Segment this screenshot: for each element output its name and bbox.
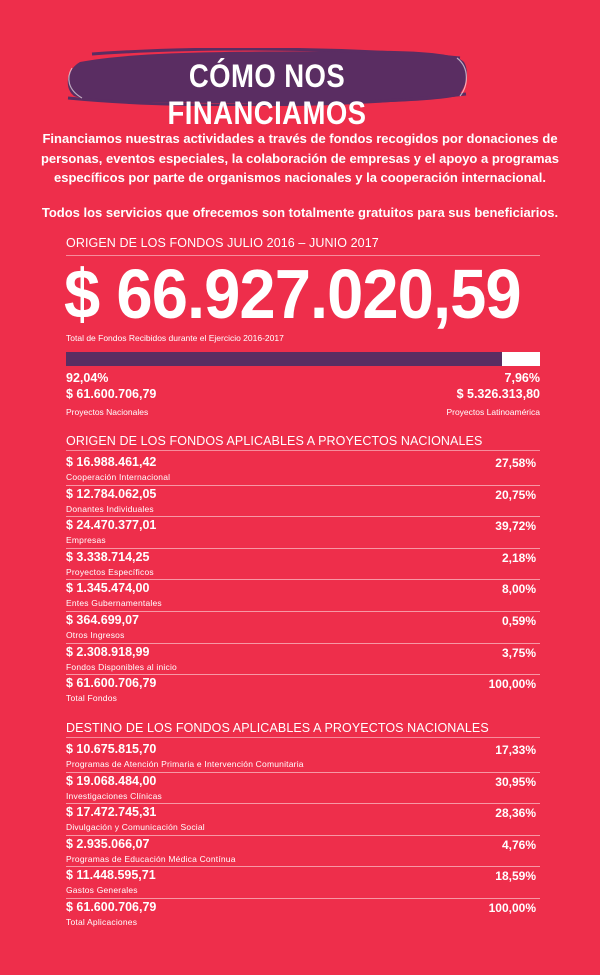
national-destination-heading: DESTINO DE LOS FONDOS APLICABLES A PROYECTOS NACIONALES xyxy=(66,721,489,735)
list-item xyxy=(66,549,540,581)
row-label: Fondos Disponibles al inicio xyxy=(66,661,177,672)
row-percentage: 17,33% xyxy=(495,743,536,757)
row-amount: $ 16.988.461,42 xyxy=(66,455,157,469)
latam-label: Proyectos Latinoamérica xyxy=(446,407,540,417)
row-amount: $ 3.338.714,25 xyxy=(66,549,150,564)
row-label: Total Fondos xyxy=(66,693,118,704)
row-amount: $ 19.068.484,00 xyxy=(66,773,157,788)
divider xyxy=(66,450,540,451)
origin-heading: ORIGEN DE LOS FONDOS JULIO 2016 – JUNIO 2017 xyxy=(66,236,379,250)
row-amount: $ 61.600.706,79 xyxy=(66,676,157,691)
row-percentage: 27,58% xyxy=(495,456,536,470)
divider xyxy=(66,737,540,738)
split-bar-national-fill xyxy=(66,352,502,366)
list-item xyxy=(66,612,540,644)
row-amount: $ 1.345.474,00 xyxy=(66,581,150,596)
free-services-note: Todos los servicios que ofrecemos son totalmente gratuitos para sus beneficiarios. xyxy=(41,205,559,220)
row-label: Gastos Generales xyxy=(66,885,138,896)
row-label: Investigaciones Clínicas xyxy=(66,790,162,801)
row-label: Programas de Atención Primaria e Intervención Comunitaria xyxy=(66,759,304,769)
national-origin-heading: ORIGEN DE LOS FONDOS APLICABLES A PROYECTOS NACIONALES xyxy=(66,434,483,448)
row-amount: $ 2.935.066,07 xyxy=(66,836,150,851)
row-label: Cooperación Internacional xyxy=(66,472,171,482)
row-percentage: 28,36% xyxy=(495,806,536,821)
row-percentage: 2,18% xyxy=(501,550,536,565)
total-caption: Total de Fondos Recibidos durante el Ejercicio 2016-2017 xyxy=(66,333,284,343)
total-amount: $ 66.927.020,59 xyxy=(64,255,521,333)
row-amount: $ 24.470.377,01 xyxy=(66,518,157,533)
row-percentage: 39,72% xyxy=(495,519,536,534)
split-bar xyxy=(66,352,540,366)
list-item xyxy=(66,644,540,676)
list-item xyxy=(66,741,540,773)
row-percentage: 18,59% xyxy=(495,869,536,884)
national-pct: 92,04% xyxy=(66,371,109,385)
row-amount: $ 10.675.815,70 xyxy=(66,742,157,756)
row-label: Proyectos Específicos xyxy=(66,566,154,577)
row-label: Total Aplicaciones xyxy=(66,916,138,927)
row-label: Empresas xyxy=(66,535,106,546)
intro-paragraph: Financiamos nuestras actividades a través de fondos recogidos por donaciones de personas, eventos especiales, la colaboración de empresas y el apoyo a programas específicos por parte de organismos nacionales y la cooperación internacional. xyxy=(40,131,560,185)
national-destination-list xyxy=(66,741,540,931)
row-percentage: 0,59% xyxy=(501,613,536,628)
row-percentage: 30,95% xyxy=(495,774,536,789)
page-title: CÓMO NOS FINANCIAMOS xyxy=(167,58,367,131)
list-item xyxy=(66,517,540,549)
row-percentage: 100,00% xyxy=(488,677,536,692)
national-origin-list xyxy=(66,454,540,707)
list-item xyxy=(66,675,540,707)
latam-amount: $ 5.326.313,80 xyxy=(456,387,540,401)
national-split xyxy=(66,371,156,417)
row-amount: $ 364.699,07 xyxy=(66,612,139,627)
latam-pct: 7,96% xyxy=(504,371,540,385)
title-banner xyxy=(62,48,472,131)
row-label: Divulgación y Comunicación Social xyxy=(66,822,205,833)
row-amount: $ 61.600.706,79 xyxy=(66,899,157,914)
list-item xyxy=(66,454,540,486)
row-label: Entes Gubernamentales xyxy=(66,598,162,609)
row-label: Programas de Educación Médica Contínua xyxy=(66,853,236,864)
list-item xyxy=(66,836,540,868)
row-percentage: 8,00% xyxy=(501,582,536,597)
list-item xyxy=(66,580,540,612)
latam-split xyxy=(446,371,540,417)
list-item xyxy=(66,899,540,931)
row-percentage: 3,75% xyxy=(501,645,536,660)
row-percentage: 20,75% xyxy=(495,487,536,502)
row-label: Donantes Individuales xyxy=(66,503,154,514)
row-amount: $ 2.308.918,99 xyxy=(66,644,150,659)
list-item xyxy=(66,804,540,836)
national-amount: $ 61.600.706,79 xyxy=(66,387,157,401)
row-percentage: 4,76% xyxy=(501,837,536,852)
national-label: Proyectos Nacionales xyxy=(66,407,149,417)
row-percentage: 100,00% xyxy=(488,900,536,915)
list-item xyxy=(66,773,540,805)
row-label: Otros Ingresos xyxy=(66,629,125,640)
row-amount: $ 11.448.595,71 xyxy=(66,868,156,883)
row-amount: $ 12.784.062,05 xyxy=(66,486,157,501)
row-amount: $ 17.472.745,31 xyxy=(66,805,157,820)
list-item xyxy=(66,486,540,518)
list-item xyxy=(66,867,540,899)
